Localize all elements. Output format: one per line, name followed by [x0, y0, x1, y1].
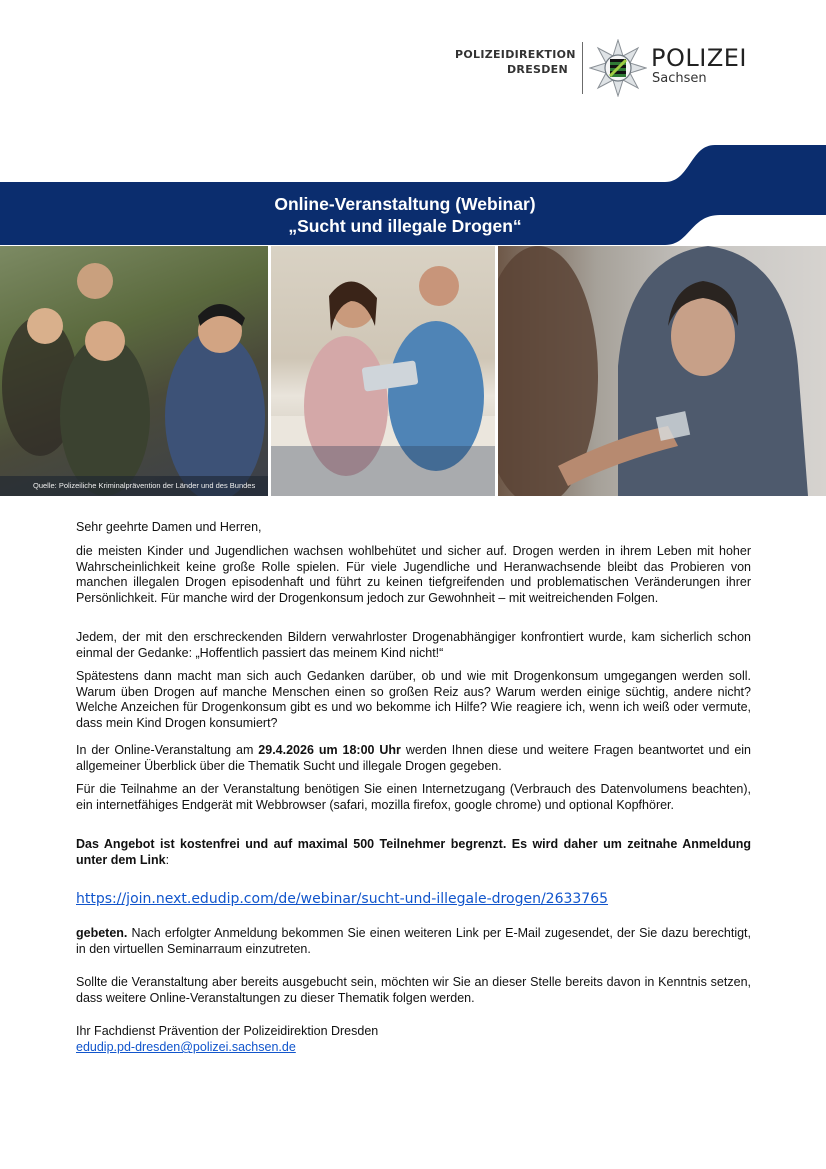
police-star-icon — [589, 39, 647, 97]
brand-polizei: POLIZEI — [651, 44, 747, 72]
registration-followup: Nach erfolgter Anmeldung bekommen Sie einen weiteren Link per E-Mail zugesendet, der Sie dazu berechtigt, in den virtuellen Seminarraum einzutreten. — [76, 926, 751, 956]
brand-sachsen: Sachsen — [652, 71, 707, 86]
paragraph-after-registration — [76, 926, 751, 957]
directorate-line-2: DRESDEN — [507, 63, 568, 76]
closing-signature: Ihr Fachdienst Prävention der Polizeidirektion Dresden — [76, 1024, 379, 1038]
paragraph-concern: Jedem, der mit den erschreckenden Bildern verwahrloster Drogenabhängiger konfrontiert wurde, kam sicherlich schon einmal der Gedanke: „Hoffentlich passiert das meinem Kind nicht!“ — [76, 630, 751, 660]
registration-colon: : — [165, 852, 170, 867]
paragraph-registration — [76, 837, 751, 868]
directorate-name — [455, 47, 576, 77]
paragraph-fully-booked: Sollte die Veranstaltung aber bereits ausgebucht sein, möchten wir Sie an dieser Stelle bereits davon in Kenntnis setzen, dass weitere Online-Veranstaltungen zu dieser Thematik folgen werden. — [76, 975, 751, 1005]
event-date: 29.4.2026 um 18:00 Uhr — [258, 743, 401, 757]
registration-link[interactable]: https://join.next.edudip.com/de/webinar/sucht-und-illegale-drogen/2633765 — [76, 891, 609, 907]
registration-notice: Das Angebot ist kostenfrei und auf maximal 500 Teilnehmer begrenzt. Es wird daher um zeitnahe Anmeldung unter dem Link — [76, 837, 751, 867]
photo-parents-tablet — [271, 246, 495, 496]
event-title: Online-Veranstaltung (Webinar) — [274, 194, 536, 214]
header-divider — [582, 42, 583, 94]
photo-teenagers-group — [0, 246, 268, 496]
event-date-prefix: In der Online-Veranstaltung am — [76, 743, 259, 757]
contact-email-link[interactable]: edudip.pd-dresden@polizei.sachsen.de — [76, 1040, 296, 1054]
event-subtitle: „Sucht und illegale Drogen“ — [288, 216, 522, 236]
paragraph-event-date — [76, 743, 751, 774]
paragraph-intro: die meisten Kinder und Jugendlichen wachsen wohlbehütet und sicher auf. Drogen werden in ihrem Leben mit hoher Wahrscheinlichkeit keine große Rolle spielen. Für viele Jugendliche und Heranwachsende bleibt das Probieren von manchen illegalen Drogen episodenhaft und führt zu keinen tiefgreifenden und problematischen Veränderungen ihrer Persönlichkeit. Für manche wird der Drogenkonsum jedoch zur Gewohnheit – mit weitreichenden Folgen. — [76, 544, 751, 605]
salutation: Sehr geehrte Damen und Herren, — [76, 520, 262, 534]
paragraph-requirements: Für die Teilnahme an der Veranstaltung benötigen Sie einen Internetzugang (Verbrauch des Datenvolumens beachten), ein internetfähiges Endgerät mit Webbrowser (safari, mozilla firefox, google chrome) und optional Kopfhörer. — [76, 782, 751, 812]
paragraph-questions: Spätestens dann macht man sich auch Gedanken darüber, ob und wie mit Drogenkonsum umgegangen werden soll. Warum üben Drogen auf manche Menschen einen so großen Reiz aus? Warum werden einige süchtig, andere nicht? Welche Anzeichen für Drogenkonsum gibt es und wo bekomme ich Hilfe? Wie reagiere ich, wenn ich weiß oder vermute, dass mein Kind Drogen konsumiert? — [76, 669, 751, 730]
photo-credit: Quelle: Polizeiliche Kriminalprävention der Länder und des Bundes — [33, 481, 256, 490]
event-date-suffix: werden Ihnen diese und weitere Fragen beantwortet und ein allgemeiner Überblick über die Thematik Sucht und illegale Drogen gegeben. — [76, 743, 751, 773]
registration-gebeten: gebeten. — [76, 926, 128, 940]
directorate-line-1: POLIZEIDIREKTION — [455, 48, 576, 61]
photo-hooded-teen — [498, 246, 826, 496]
